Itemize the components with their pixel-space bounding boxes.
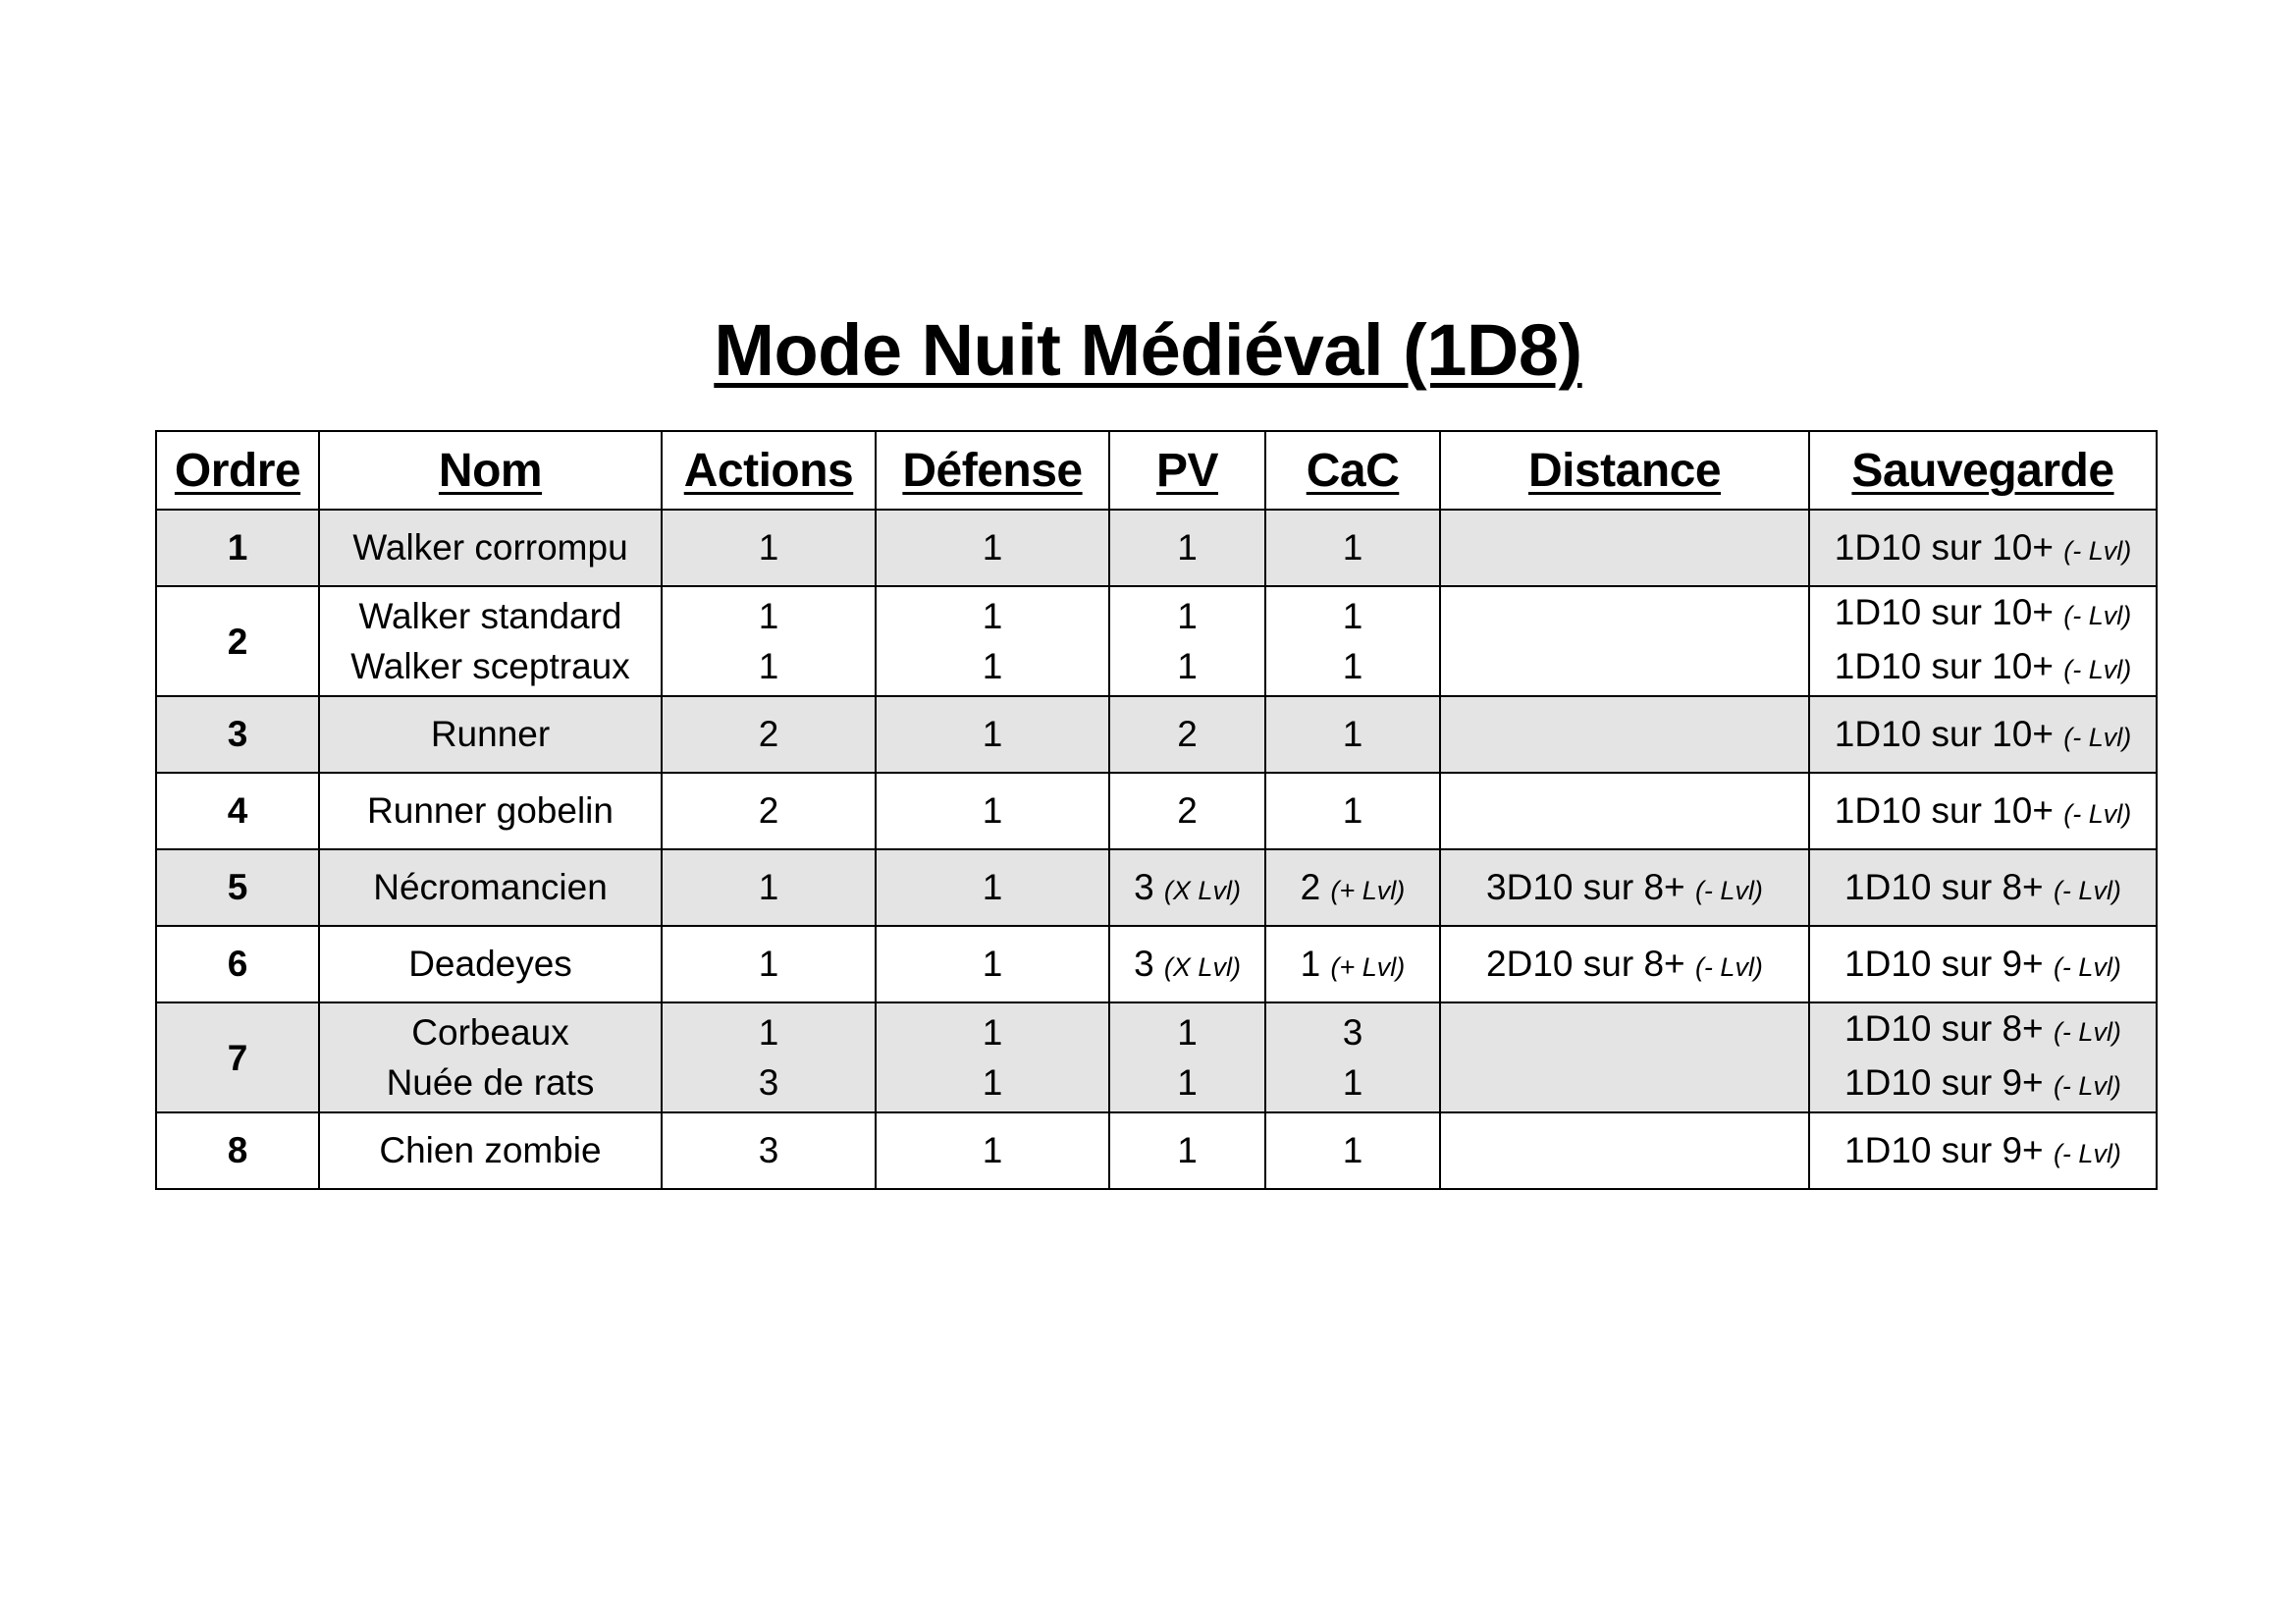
pv-value: 1 [1177,1012,1198,1053]
cac-line [1270,527,1435,568]
actions-value: 2 [758,714,779,754]
cell-cac [1265,696,1440,773]
cac-value: 1 [1342,596,1363,636]
distance-value: 2D10 sur 8+ [1486,944,1685,984]
cell-defense [876,773,1109,849]
nom-line [324,1130,657,1171]
pv-value: 1 [1177,527,1198,568]
pv-line [1114,1007,1260,1057]
cell-nom [319,773,662,849]
cac-line [1270,591,1435,641]
cell-pv [1109,586,1265,696]
pv-value: 1 [1177,596,1198,636]
nom-line [324,867,657,908]
header-row [156,431,2157,510]
distance-level-modifier: (- Lvl) [1694,952,1763,982]
nom-line [324,1057,657,1108]
actions-value: 1 [758,867,779,907]
sauvegarde-value: 1D10 sur 9+ [1844,1130,2044,1170]
table-row [156,1002,2157,1112]
cell-sauvegarde [1809,586,2157,696]
cell-ordre: 7 [156,1002,319,1112]
cell-ordre: 2 [156,586,319,696]
column-header-actions: Actions [662,431,876,510]
defense-value: 1 [982,596,1003,636]
sauvegarde-value: 1D10 sur 8+ [1844,867,2044,907]
distance-line [1445,944,1804,985]
cac-line [1270,1057,1435,1108]
pv-value: 2 [1177,790,1198,831]
actions-line [667,867,871,908]
sauvegarde-level-modifier: (- Lvl) [2053,876,2121,905]
pv-line [1114,867,1260,908]
pv-level-modifier: (X Lvl) [1163,876,1241,905]
distance-value: 3D10 sur 8+ [1486,867,1685,907]
cell-sauvegarde [1809,926,2157,1002]
table-row [156,696,2157,773]
cell-distance [1440,696,1809,773]
actions-line [667,641,871,691]
cell-actions [662,586,876,696]
cell-defense [876,926,1109,1002]
cell-distance [1440,1112,1809,1189]
actions-value: 1 [758,596,779,636]
cac-value: 1 [1342,714,1363,754]
cell-actions [662,696,876,773]
table-row [156,849,2157,926]
sauvegarde-value: 1D10 sur 8+ [1844,1008,2044,1049]
sauvegarde-value: 1D10 sur 10+ [1834,527,2054,568]
table-row [156,510,2157,586]
cell-pv [1109,510,1265,586]
cac-value: 2 [1300,867,1321,907]
cac-level-modifier: (+ Lvl) [1330,876,1406,905]
column-header-distance: Distance [1440,431,1809,510]
defense-value: 1 [982,944,1003,984]
nom-value: Nécromancien [373,867,608,907]
table-row [156,773,2157,849]
sauvegarde-level-modifier: (- Lvl) [2063,655,2132,684]
pv-value: 2 [1177,714,1198,754]
sauvegarde-value: 1D10 sur 9+ [1844,1062,2044,1103]
sauvegarde-line [1814,867,2152,908]
cac-line [1270,641,1435,691]
cac-line [1270,790,1435,832]
cell-nom [319,510,662,586]
defense-line [881,591,1104,641]
actions-line [667,591,871,641]
cell-cac [1265,586,1440,696]
sauvegarde-value: 1D10 sur 10+ [1834,592,2054,632]
nom-value: Runner gobelin [367,790,614,831]
defense-value: 1 [982,1062,1003,1103]
defense-line [881,527,1104,568]
cell-distance [1440,510,1809,586]
defense-value: 1 [982,714,1003,754]
nom-value: Deadeyes [408,944,572,984]
table-row [156,926,2157,1002]
column-header-pv: PV [1109,431,1265,510]
pv-value: 3 [1134,867,1154,907]
cell-actions [662,1002,876,1112]
cell-nom [319,926,662,1002]
cac-line [1270,1130,1435,1171]
cac-line [1270,714,1435,755]
defense-line [881,1007,1104,1057]
cac-line [1270,944,1435,985]
sauvegarde-level-modifier: (- Lvl) [2053,1139,2121,1168]
cell-pv [1109,773,1265,849]
cell-actions [662,510,876,586]
cell-cac [1265,1002,1440,1112]
actions-line [667,944,871,985]
cac-level-modifier: (+ Lvl) [1330,952,1406,982]
table-row [156,586,2157,696]
nom-value: Walker standard [358,596,622,636]
sauvegarde-level-modifier: (- Lvl) [2053,1017,2121,1047]
nom-value: Chien zombie [379,1130,602,1170]
nom-value: Runner [430,714,551,754]
nom-line [324,790,657,832]
pv-line [1114,1057,1260,1108]
cell-cac [1265,510,1440,586]
table-row [156,1112,2157,1189]
pv-line [1114,944,1260,985]
cell-ordre: 5 [156,849,319,926]
defense-value: 1 [982,1130,1003,1170]
pv-level-modifier: (X Lvl) [1163,952,1241,982]
cell-pv [1109,849,1265,926]
sauvegarde-value: 1D10 sur 9+ [1844,944,2044,984]
defense-value: 1 [982,1012,1003,1053]
cac-value: 1 [1300,944,1321,984]
cell-actions [662,849,876,926]
cac-value: 1 [1342,527,1363,568]
cell-ordre: 1 [156,510,319,586]
cell-pv [1109,1112,1265,1189]
actions-line [667,1007,871,1057]
cell-sauvegarde [1809,1112,2157,1189]
cell-sauvegarde [1809,849,2157,926]
pv-line [1114,714,1260,755]
defense-line [881,1057,1104,1108]
cell-distance [1440,586,1809,696]
cell-nom [319,1112,662,1189]
distance-line [1445,867,1804,908]
cell-defense [876,849,1109,926]
pv-value: 3 [1134,944,1154,984]
cell-ordre: 4 [156,773,319,849]
cell-actions [662,1112,876,1189]
pv-value: 1 [1177,1130,1198,1170]
cell-ordre: 3 [156,696,319,773]
nom-line [324,527,657,568]
nom-line [324,1007,657,1057]
cell-nom [319,849,662,926]
sauvegarde-level-modifier: (- Lvl) [2063,723,2132,752]
cell-sauvegarde [1809,1002,2157,1112]
sauvegarde-level-modifier: (- Lvl) [2053,1071,2121,1101]
cell-cac [1265,1112,1440,1189]
sauvegarde-level-modifier: (- Lvl) [2053,952,2121,982]
page-title: Mode Nuit Médiéval (1D8) [714,309,1582,391]
sauvegarde-level-modifier: (- Lvl) [2063,799,2132,829]
defense-line [881,1130,1104,1171]
defense-value: 1 [982,867,1003,907]
sauvegarde-level-modifier: (- Lvl) [2063,601,2132,630]
cac-line [1270,1007,1435,1057]
defense-line [881,790,1104,832]
cell-distance [1440,773,1809,849]
cell-nom [319,586,662,696]
cac-value: 1 [1342,790,1363,831]
sauvegarde-value: 1D10 sur 10+ [1834,714,2054,754]
sauvegarde-line [1814,527,2152,568]
cac-value: 1 [1342,646,1363,686]
actions-value: 3 [758,1062,779,1103]
column-header-sauvegarde: Sauvegarde [1809,431,2157,510]
cell-pv [1109,926,1265,1002]
cell-ordre: 6 [156,926,319,1002]
cell-actions [662,773,876,849]
sauvegarde-line [1814,1130,2152,1171]
cac-line [1270,867,1435,908]
table-body [156,510,2157,1189]
defense-line [881,641,1104,691]
cell-distance [1440,1002,1809,1112]
actions-value: 1 [758,1012,779,1053]
pv-value: 1 [1177,646,1198,686]
column-header-ordre: Ordre [156,431,319,510]
nom-line [324,591,657,641]
cell-nom [319,1002,662,1112]
actions-line [667,527,871,568]
pv-value: 1 [1177,1062,1198,1103]
actions-value: 1 [758,646,779,686]
cell-sauvegarde [1809,696,2157,773]
cell-sauvegarde [1809,773,2157,849]
cell-distance [1440,849,1809,926]
cell-cac [1265,773,1440,849]
cac-value: 3 [1342,1012,1363,1053]
actions-line [667,1057,871,1108]
cell-ordre: 8 [156,1112,319,1189]
sauvegarde-line [1814,587,2152,641]
actions-value: 1 [758,527,779,568]
pv-line [1114,1130,1260,1171]
cac-value: 1 [1342,1130,1363,1170]
nom-value: Nuée de rats [386,1062,595,1103]
cell-sauvegarde [1809,510,2157,586]
sauvegarde-value: 1D10 sur 10+ [1834,646,2054,686]
defense-line [881,714,1104,755]
sauvegarde-value: 1D10 sur 10+ [1834,790,2054,831]
distance-level-modifier: (- Lvl) [1694,876,1763,905]
actions-line [667,714,871,755]
actions-value: 2 [758,790,779,831]
cell-defense [876,586,1109,696]
actions-value: 1 [758,944,779,984]
defense-line [881,944,1104,985]
cell-cac [1265,926,1440,1002]
defense-value: 1 [982,527,1003,568]
nom-value: Walker sceptraux [350,646,630,686]
defense-line [881,867,1104,908]
cell-defense [876,1112,1109,1189]
nom-line [324,714,657,755]
cell-defense [876,1002,1109,1112]
nom-line [324,944,657,985]
cell-defense [876,510,1109,586]
nom-value: Corbeaux [411,1012,569,1053]
sauvegarde-line [1814,790,2152,832]
actions-line [667,1130,871,1171]
nom-line [324,641,657,691]
column-header-cac: CaC [1265,431,1440,510]
sauvegarde-line [1814,1003,2152,1057]
cell-pv [1109,1002,1265,1112]
cell-distance [1440,926,1809,1002]
actions-line [667,790,871,832]
cac-value: 1 [1342,1062,1363,1103]
cell-defense [876,696,1109,773]
column-header-nom: Nom [319,431,662,510]
defense-value: 1 [982,646,1003,686]
sauvegarde-line [1814,944,2152,985]
actions-value: 3 [758,1130,779,1170]
pv-line [1114,641,1260,691]
nom-value: Walker corrompu [352,527,628,568]
sauvegarde-line [1814,1057,2152,1111]
pv-line [1114,790,1260,832]
sauvegarde-line [1814,714,2152,755]
pv-line [1114,527,1260,568]
defense-value: 1 [982,790,1003,831]
column-header-defense: Défense [876,431,1109,510]
cell-nom [319,696,662,773]
cell-actions [662,926,876,1002]
sauvegarde-level-modifier: (- Lvl) [2063,536,2132,566]
cell-pv [1109,696,1265,773]
stats-table [155,430,2158,1190]
sauvegarde-line [1814,641,2152,695]
cell-cac [1265,849,1440,926]
pv-line [1114,591,1260,641]
